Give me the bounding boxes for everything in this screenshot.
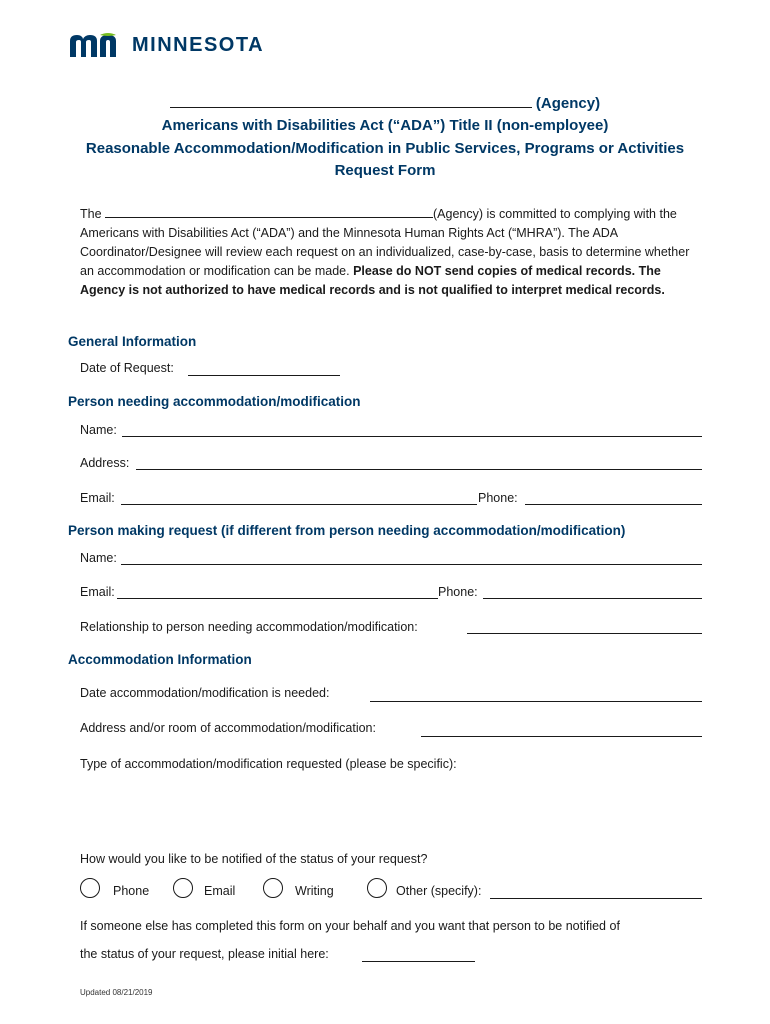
form-title-line2: Reasonable Accommodation/Modification in Public Services, Programs or Activities [85, 140, 685, 157]
radio-email-label: Email [204, 884, 236, 898]
needing-phone-field[interactable] [525, 504, 702, 505]
updated-date: Updated 08/21/2019 [80, 988, 153, 997]
date-needed-field[interactable] [370, 701, 702, 702]
intro-text: (Agency) is committed to complying with the Americans with Disabilities Act (“ADA”) and the Minnesota Human Rights Act (“MHRA”). The ADA Coordinator/Designee will review each request on an individualized, case-by-case, basis to determine whether an accommodation or modification can be made. [80, 207, 690, 278]
intro-warning: Please do NOT send copies of medical records. The Agency is not authorized to have medical records and is not qualified to interpret medical records. [80, 264, 665, 297]
making-phone-label: Phone: [438, 585, 478, 599]
form-title-line3: Request Form [334, 162, 436, 179]
needing-phone-label: Phone: [478, 491, 518, 505]
radio-writing-label: Writing [295, 884, 334, 898]
intro-prefix: The [80, 207, 106, 221]
accommodation-heading: Accommodation Information [68, 652, 252, 667]
needing-name-field[interactable] [122, 436, 702, 437]
radio-email[interactable] [173, 878, 193, 898]
needing-name-label: Name: [80, 423, 117, 437]
type-requested-label: Type of accommodation/modification requested (please be specific): [80, 757, 457, 771]
radio-writing[interactable] [263, 878, 283, 898]
initial-text-line1: If someone else has completed this form on your behalf and you want that person to be notified of [80, 919, 620, 933]
intro-agency-blank[interactable] [105, 205, 433, 218]
agency-blank[interactable] [170, 94, 532, 108]
radio-other[interactable] [367, 878, 387, 898]
date-of-request-label: Date of Request: [80, 361, 174, 375]
relationship-field[interactable] [467, 633, 702, 634]
making-phone-field[interactable] [483, 598, 702, 599]
relationship-label: Relationship to person needing accommodation/modification: [80, 620, 418, 634]
address-room-field[interactable] [421, 736, 702, 737]
initial-field[interactable] [362, 961, 475, 962]
radio-phone-label: Phone [113, 884, 150, 898]
agency-title-line [40, 94, 730, 112]
person-making-heading: Person making request (if different from person needing accommodation/modification) [68, 523, 626, 538]
other-specify-field[interactable] [490, 898, 702, 899]
form-title-line1: Americans with Disabilities Act (“ADA”) Title II (non-employee) [161, 117, 609, 134]
needing-email-label: Email: [80, 491, 115, 505]
agency-suffix: (Agency) [535, 95, 601, 112]
date-of-request-field[interactable] [188, 375, 340, 376]
mn-logo-icon [70, 33, 122, 57]
intro-paragraph [80, 205, 705, 300]
minnesota-logo [70, 30, 264, 60]
general-info-heading: General Information [68, 334, 197, 349]
logo-wordmark: MINNESOTA [132, 33, 265, 56]
making-email-field[interactable] [117, 598, 438, 599]
date-needed-label: Date accommodation/modification is needed: [80, 686, 330, 700]
person-needing-heading: Person needing accommodation/modification [68, 394, 361, 409]
notification-question: How would you like to be notified of the status of your request? [80, 852, 428, 866]
needing-address-label: Address: [80, 456, 130, 470]
radio-other-label: Other (specify): [396, 884, 482, 898]
radio-phone[interactable] [80, 878, 100, 898]
needing-address-field[interactable] [136, 469, 702, 470]
making-name-field[interactable] [121, 564, 702, 565]
making-name-label: Name: [80, 551, 117, 565]
needing-email-field[interactable] [121, 504, 477, 505]
address-room-label: Address and/or room of accommodation/modification: [80, 721, 376, 735]
making-email-label: Email: [80, 585, 115, 599]
initial-text-line2: the status of your request, please initial here: [80, 947, 329, 961]
